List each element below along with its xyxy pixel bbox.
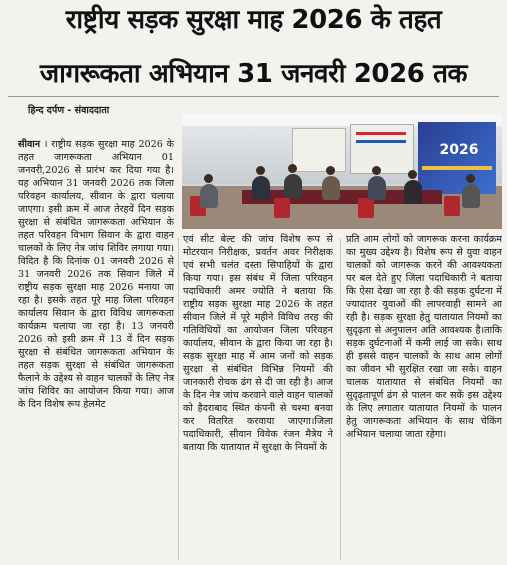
photo-person-head (408, 170, 417, 179)
article-text: एवं सीट बेल्ट की जांच विशेष रूप से मोटरयान निरीक्षक, प्रवर्तन अवर निरीक्षक एवं सभी चलंत दस्ता सिपाहियों के द्वारा किया गया। इस संबंध में जिला परिवहन पदाधिकारी अमर ज्योति ने बताया कि राष्ट्रीय सड़क सुरक्षा माह 2026 के तहत सीवान जिले में पूरे महीने विविध तरह की गतिविधियों का आयोजन जिला परिवहन कार्यालय, सीवान के द्वारा किया जा रहा है। सड़क सुरक्षा माह में आम जनों को सड़क सुरक्षा से संबंधित विभिन्न नियमों की जानकारी रोचक ढंग से दी जा रही है। आज के दिन नेत्र जांच करवाने वाले वाहन चालकों को हैदराबाद स्थित कंपनी से चश्मा बनवा कर वितरित करवाया जाएगा।जिला पदाधिकारी, सीवान विवेक रंजन मैत्रेय ने बताया कि यातायात में सुरक्षा के नियमों के (183, 234, 333, 453)
photo-road-safety-banner (418, 122, 496, 194)
article-column-2 (183, 233, 333, 563)
headline-line-1: राष्ट्रीय सड़क सुरक्षा माह 2026 के तहत (65, 5, 442, 35)
photo-poster-stripe-red (356, 132, 406, 135)
photo-person (200, 184, 218, 208)
article-column-1 (18, 138, 174, 563)
dateline: सीवान (18, 139, 41, 150)
photo-person-head (326, 166, 335, 175)
photo-person-head (204, 174, 213, 183)
headline-line-2: जागरूकता अभियान 31 जनवरी 2026 तक (39, 59, 468, 89)
article-text: प्रति आम लोगों को जागरूक करना कार्यक्रम का मुख्य उद्देश्य है। विशेष रूप से युवा वाहन चालकों को जागरूक करने की आवश्यकता पर बल देते हुए जिला पदाधिकारी ने बताया कि ऐसा देखा जा रहा है की सड़क दुर्घटना में ज्यादातर युवाओं की लापरवाही सामने आ रही है। सड़क सुरक्षा हेतु यातायात नियमों का सुदृढ़ता से अनुपालन अति आवश्यक है।ताकि सड़क दुर्घटनाओं में कमी लाई जा सके। साथ ही इससे वाहन चालकों के साथ आम लोगों का जीवन भी सुरक्षित रखा जा सके। वाहन चालक यातायात से संबंधित नियमों का सुदृढ़तापूर्ण ढंग से पालन कर सकें इस उद्देश्य के लिए लगातार यातायात नियमों के पालन हेतु जागरूकता अभियान के साथ चेकिंग अभियान चलाया जाता रहेगा। (346, 234, 502, 440)
photo-chair (358, 198, 374, 218)
article-text: । राष्ट्रीय सड़क सुरक्षा माह 2026 के तहत जागरूकता अभियान 01 जनवरी,2026 से प्रारंभ कर दिया गया है। यह अभियान 31 जनवरी 2026 तक जिला परिवहन कार्यालय, सीवान के द्वारा चलाया जाएगा। इसी क्रम में आज तेरहवें दिन सड़क सुरक्षा से संबंधित जागरूकता अभियान के तहत परिवहन विभाग सिवान के द्वारा वाहन चालकों के लिए नेत्र जांच शिविर लगाया गया। विदित है कि दिनांक 01 जनवरी 2026 से 31 जनवरी 2026 तक सिवान जिले में राष्ट्रीय सड़क सुरक्षा माह 2026 मनाया जा रहा है। इसके तहत पूरे माह जिला परिवहन कार्यालय सिवान के द्वारा विविध जागरूकता कार्यक्रम चलाया जा रहा है। 13 जनवरी 2026 को इसी क्रम में 13 वें दिन सड़क सुरक्षा से संबंधित जागरूकता अभियान के तहत सड़क सुरक्षा से संबंधित जागरूकता फैलाने के उद्देश्य से वाहन चालकों के लिए नेत्र जांच शिविर का आयोजन किया गया। आज के दिन विशेष रूप हेलमेट (18, 139, 174, 410)
photo-chair (274, 198, 290, 218)
photo-person-head (288, 164, 297, 173)
photo-person (404, 180, 422, 204)
photo-person-head (256, 166, 265, 175)
photo-banner-stripe (422, 166, 492, 170)
news-photo (182, 114, 502, 229)
headline-rule (8, 96, 499, 97)
article-paragraph (18, 138, 174, 411)
byline: हिन्द दर्पण - संवाददाता (28, 105, 110, 116)
photo-person-head (466, 174, 475, 183)
photo-person (322, 176, 340, 200)
article-column-3 (346, 233, 502, 563)
column-divider (340, 238, 341, 560)
photo-person (252, 176, 270, 200)
photo-person (368, 176, 386, 200)
column-divider (178, 238, 179, 560)
photo-person (284, 174, 302, 198)
photo-person (462, 184, 480, 208)
photo-person-head (372, 166, 381, 175)
photo-poster-left (292, 128, 346, 172)
photo-chair (444, 196, 460, 216)
photo-poster-stripe-blue (356, 140, 406, 143)
photo-banner-year: 2026 (439, 142, 479, 158)
